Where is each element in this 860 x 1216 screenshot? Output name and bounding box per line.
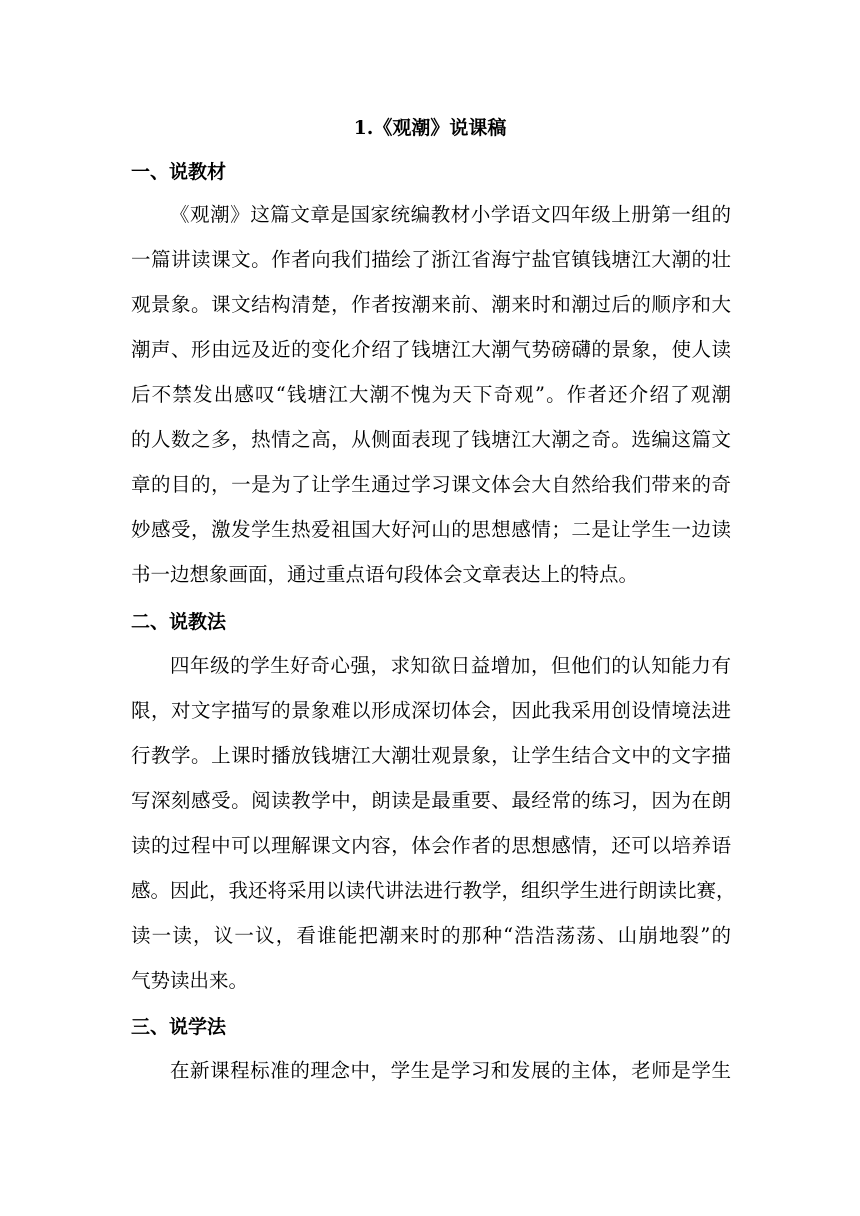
paragraph-line: 四年级的学生好奇心强，求知欲日益增加，但他们的认知能力有 (170, 654, 731, 677)
paragraph-line: 观景象。课文结构清楚，作者按潮来前、潮来时和潮过后的顺序和大 (131, 293, 731, 316)
section-paragraph-learning-method (131, 1048, 731, 1093)
document-title: 1.《观潮》说课稿 (353, 117, 507, 139)
section-heading-textbook: 一、说教材 (131, 161, 227, 183)
paragraph-line: 气势读出来。 (131, 969, 249, 992)
paragraph-line: 读一读，议一议，看谁能把潮来时的那种“浩浩荡荡、山崩地裂”的 (131, 924, 731, 947)
paragraph-line: 行教学。上课时播放钱塘江大潮壮观景象，让学生结合文中的文字描 (131, 744, 731, 767)
section-paragraph-textbook (131, 192, 731, 597)
paragraph-line: 妙感受，激发学生热爱祖国大好河山的思想感情；二是让学生一边读 (131, 518, 731, 541)
paragraph-line: 后不禁发出感叹“钱塘江大潮不愧为天下奇观”。作者还介绍了观潮 (131, 383, 731, 406)
paragraph-line: 《观潮》这篇文章是国家统编教材小学语文四年级上册第一组的 (170, 203, 731, 226)
paragraph-line: 写深刻感受。阅读教学中，朗读是最重要、最经常的练习，因为在朗 (131, 789, 731, 812)
section-heading-learning-method: 三、说学法 (131, 1016, 227, 1038)
paragraph-line: 潮声、形由远及近的变化介绍了钱塘江大潮气势磅礴的景象，使人读 (131, 338, 731, 361)
paragraph-line: 章的目的，一是为了让学生通过学习课文体会大自然给我们带来的奇 (131, 473, 731, 496)
paragraph-line: 感。因此，我还将采用以读代讲法进行教学，组织学生进行朗读比赛， (131, 879, 736, 902)
section-heading-teaching-method: 二、说教法 (131, 611, 227, 633)
paragraph-line: 在新课程标准的理念中，学生是学习和发展的主体，老师是学生 (170, 1059, 731, 1082)
paragraph-line: 一篇讲读课文。作者向我们描绘了浙江省海宁盐官镇钱塘江大潮的壮 (131, 248, 731, 271)
paragraph-line: 读的过程中可以理解课文内容，体会作者的思想感情，还可以培养语 (131, 834, 731, 857)
section-paragraph-teaching-method (131, 643, 736, 1003)
paragraph-line: 的人数之多，热情之高，从侧面表现了钱塘江大潮之奇。选编这篇文 (131, 428, 731, 451)
paragraph-line: 限，对文字描写的景象难以形成深切体会，因此我采用创设情境法进 (131, 699, 731, 722)
paragraph-line: 书一边想象画面，通过重点语句段体会文章表达上的特点。 (131, 563, 639, 586)
